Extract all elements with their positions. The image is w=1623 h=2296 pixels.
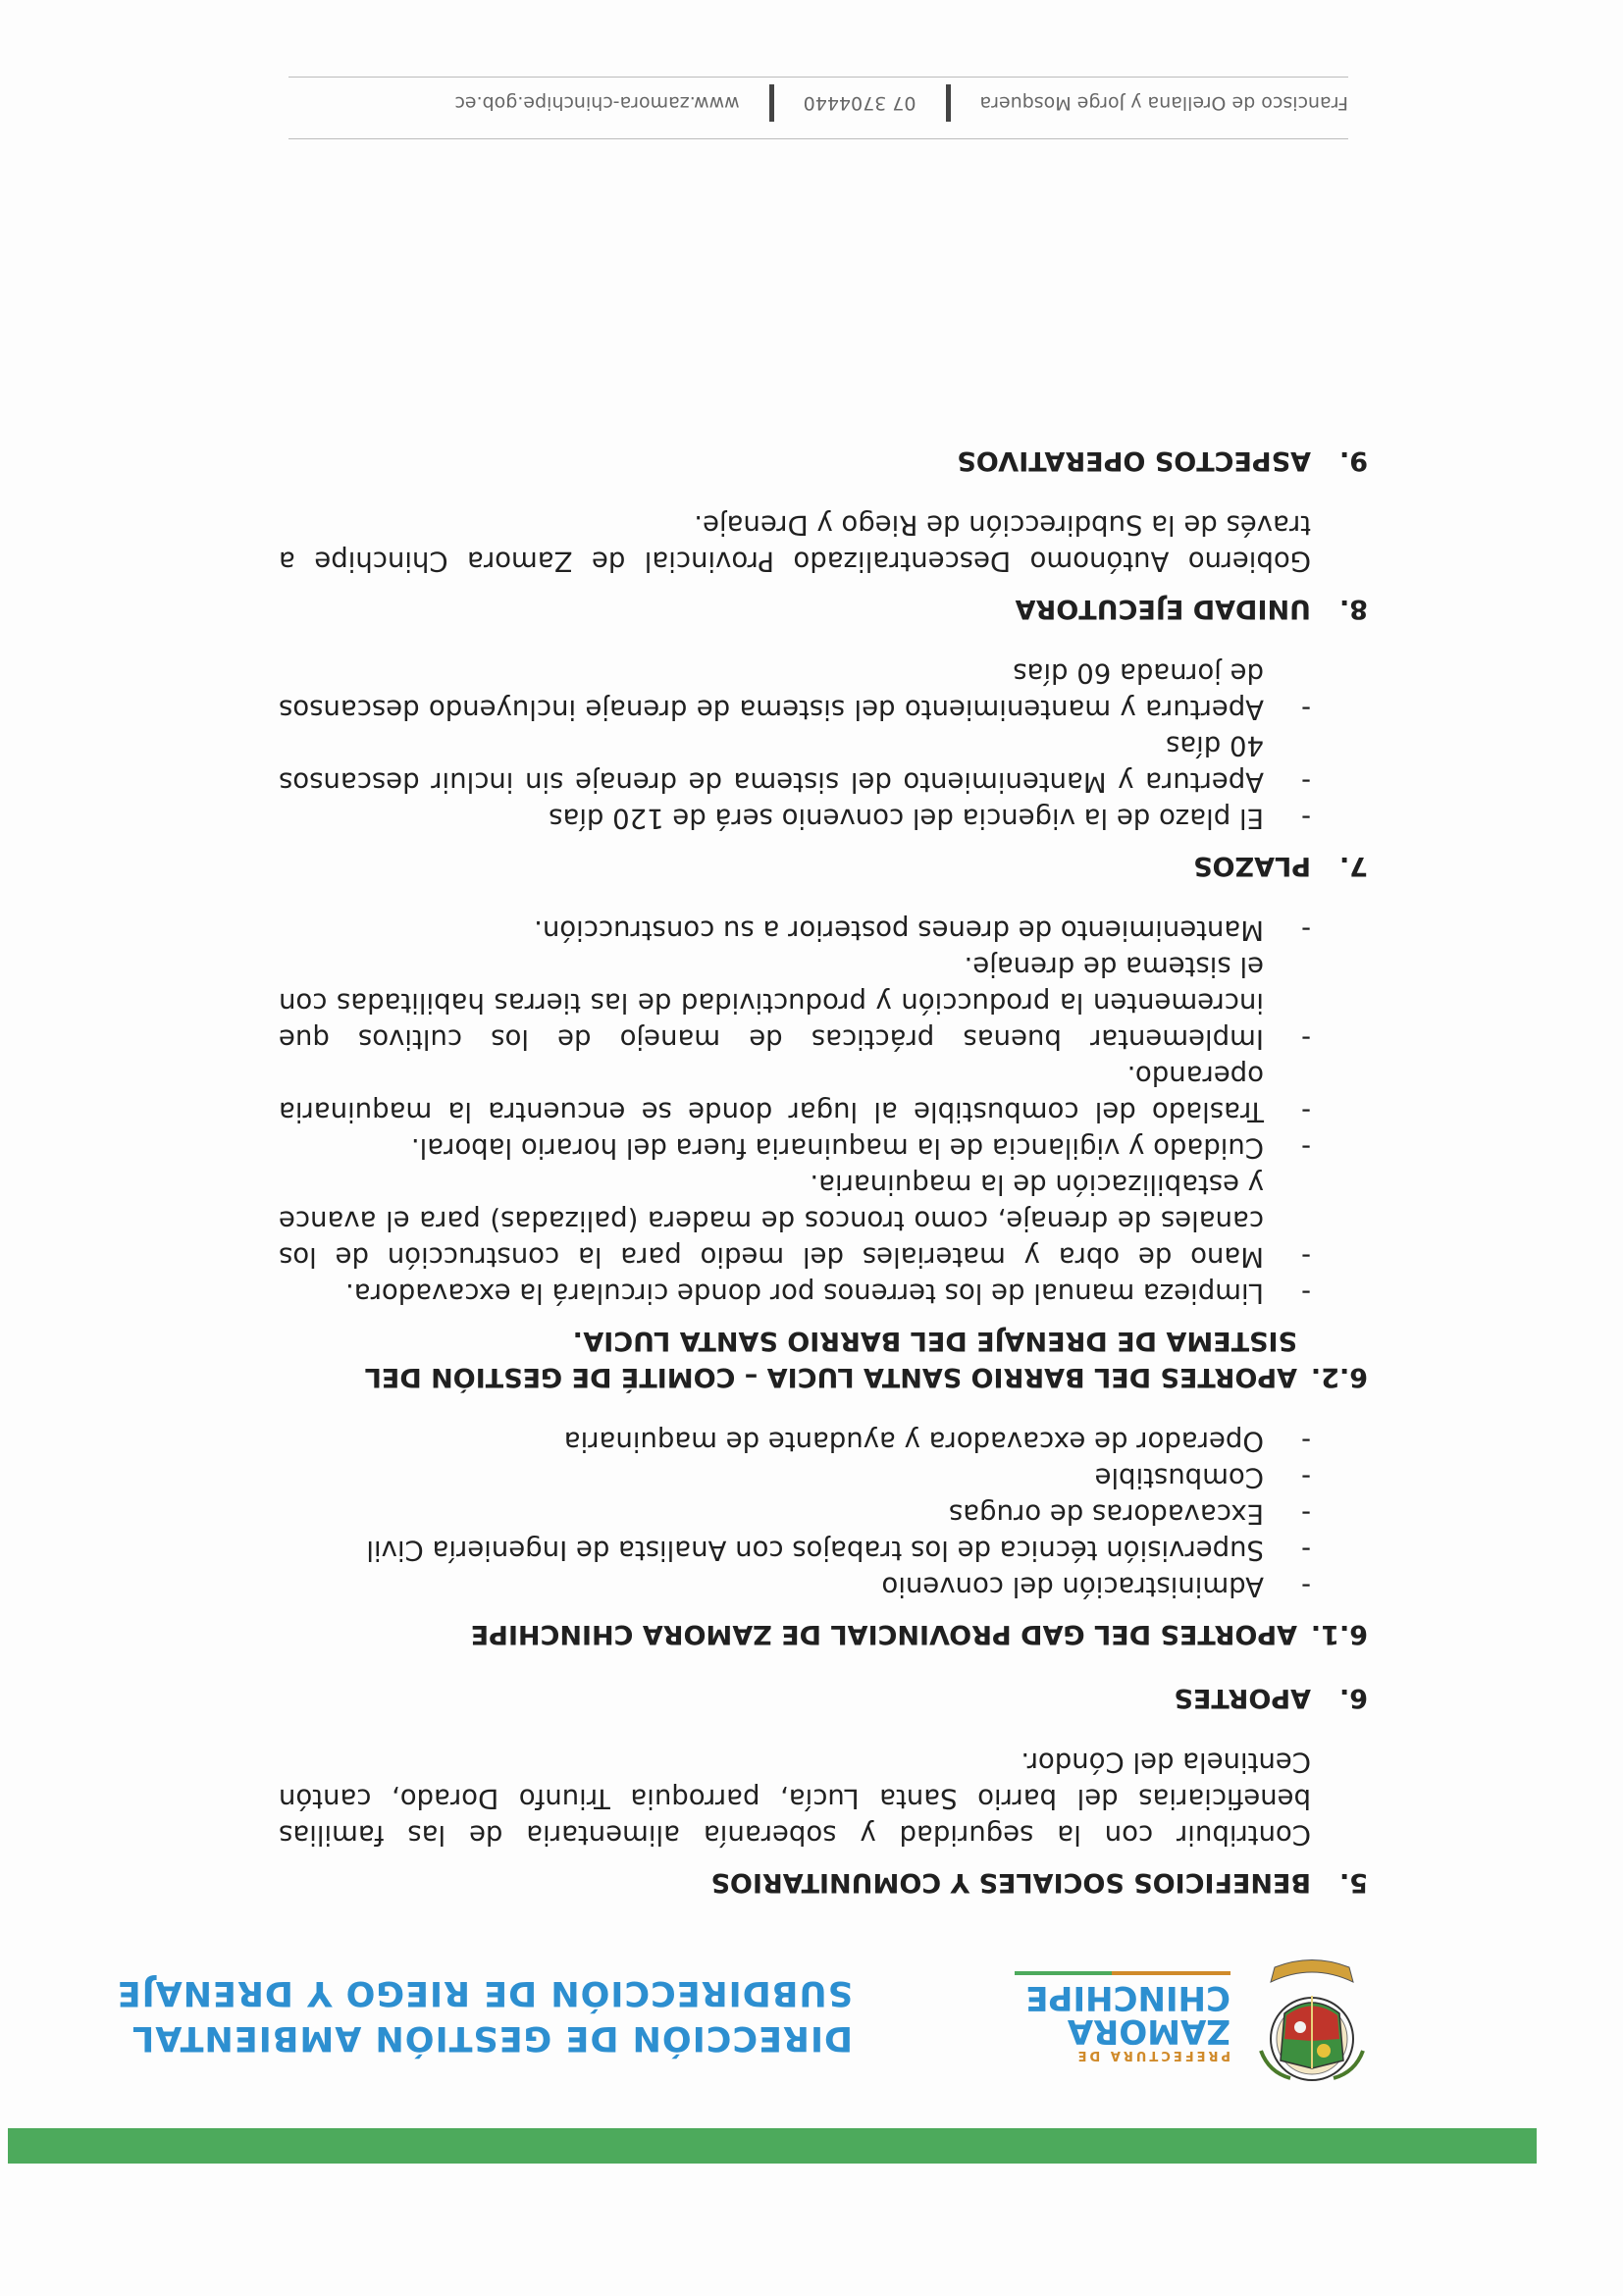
brand-prefix: PREFECTURA DE xyxy=(1074,2048,1230,2062)
department-title xyxy=(87,1970,853,2061)
list-item: - Mantenimiento de drenes posterior a su construcción. xyxy=(279,912,1311,948)
letterhead xyxy=(97,1943,1373,2090)
section-number: 8. xyxy=(1338,594,1368,624)
footer-separator xyxy=(769,84,774,122)
section-5-text: Contribuir con la seguridad y soberanía alimentaria de las familias beneficiarias del barrio Santa Lucía, parroquia Triunfo Dorado, cantón Centinela del Cóndor. xyxy=(279,1747,1311,1851)
list-item: - Apertura y mantenimiento del sistema de drenaje incluyendo descansos de jornada 60 días xyxy=(279,654,1311,727)
section-title: ASPECTOS OPERATIVOS xyxy=(957,445,1311,476)
section-6-2-heading xyxy=(279,1323,1368,1395)
brand-name-line1: ZAMORA xyxy=(1067,2011,1230,2051)
department-line2: SUBDIRECCIÓN DE RIEGO Y DRENAJE xyxy=(116,1973,853,2012)
list-item: - Mano de obra y materiales del medio para la construcción de los canales de drenaje, como troncos de madera (palizadas) para el avance y estabilización de la maquinaria. xyxy=(279,1166,1311,1275)
section-8-heading xyxy=(279,591,1368,627)
section-number: 6.2. xyxy=(1310,1362,1368,1392)
document-body xyxy=(279,431,1368,1928)
list-item: - Implementar buenas prácticas de manejo de los cultivos que incrementen la producción y productividad de las tierras habilitadas con el sistema de drenaje. xyxy=(279,948,1311,1057)
brand-block xyxy=(995,1971,1230,2062)
section-6-2-list xyxy=(279,912,1368,1311)
footer-divider xyxy=(288,138,1348,139)
footer-website[interactable]: www.zamora-chinchipe.gob.ec xyxy=(454,92,740,114)
list-item: - Apertura y Mantenimiento del sistema de drenaje sin incluir descansos 40 días xyxy=(279,727,1311,800)
section-title: APORTES DEL BARRIO SANTA LUCIA – COMITÉ DE GESTIÓN DEL SISTEMA DE DRENAJE DEL BARRIO SANTA LUCIA. xyxy=(364,1326,1297,1392)
page-footer xyxy=(288,51,1348,139)
brand-name-line2: CHINCHIPE xyxy=(1025,1978,1230,2017)
footer-contact xyxy=(288,78,1348,129)
section-title: UNIDAD EJECUTORA xyxy=(1015,594,1311,624)
list-item: - Limpieza manual de los terrenos por donde circulará la excavadora. xyxy=(279,1275,1311,1311)
section-number: 7. xyxy=(1338,851,1368,881)
section-7-heading xyxy=(279,848,1368,884)
footer-divider xyxy=(288,77,1348,78)
section-title: APORTES DEL GAD PROVINCIAL DE ZAMORA CHINCHIPE xyxy=(470,1619,1297,1649)
section-title: PLAZOS xyxy=(1193,851,1311,881)
footer-separator xyxy=(946,84,951,122)
department-line1: DIRECCIÓN DE GESTIÓN AMBIENTAL xyxy=(131,2018,853,2058)
list-item: - Supervisión técnica de los trabajos con Analista de Ingeniería Civil xyxy=(279,1532,1311,1568)
list-item: - Traslado del combustible al lugar donde se encuentra la maquinaria operando. xyxy=(279,1057,1311,1129)
section-number: 6.1. xyxy=(1310,1619,1368,1649)
list-item: - Excavadoras de orugas xyxy=(279,1495,1311,1532)
section-title: APORTES xyxy=(1174,1683,1311,1713)
footer-address: Francisco de Orellana y Jorge Mosquera xyxy=(979,92,1348,114)
list-item: - Administración del convenio xyxy=(279,1568,1311,1604)
section-number: 6. xyxy=(1338,1683,1368,1713)
section-6-1-list xyxy=(279,1423,1368,1604)
section-8-text: Gobierno Autónomo Descentralizado Provincial de Zamora Chinchipe a través de la Subdirección de Riego y Drenaje. xyxy=(279,509,1311,577)
section-number: 9. xyxy=(1338,445,1368,476)
section-6-heading xyxy=(279,1680,1368,1716)
list-item: - Operador de excavadora y ayudante de maquinaria xyxy=(279,1423,1311,1459)
section-5-heading xyxy=(279,1864,1368,1901)
provincial-seal-icon xyxy=(1250,1948,1373,2090)
section-6-1-heading xyxy=(279,1616,1368,1652)
section-7-list xyxy=(279,654,1368,836)
list-item: - Cuidado y vigilancia de la maquinaria fuera del horario laboral. xyxy=(279,1129,1311,1166)
footer-phone: 07 3704440 xyxy=(803,92,916,114)
list-item: - Combustible xyxy=(279,1459,1311,1495)
section-title: BENEFICIOS SOCIALES Y COMUNITARIOS xyxy=(710,1867,1311,1898)
green-header-bar xyxy=(8,2128,1537,2164)
section-number: 5. xyxy=(1338,1867,1368,1898)
brand-underline xyxy=(1015,1971,1230,1975)
section-9-heading xyxy=(279,443,1368,479)
list-item: - El plazo de la vigencia del convenio será de 120 días xyxy=(279,800,1311,836)
